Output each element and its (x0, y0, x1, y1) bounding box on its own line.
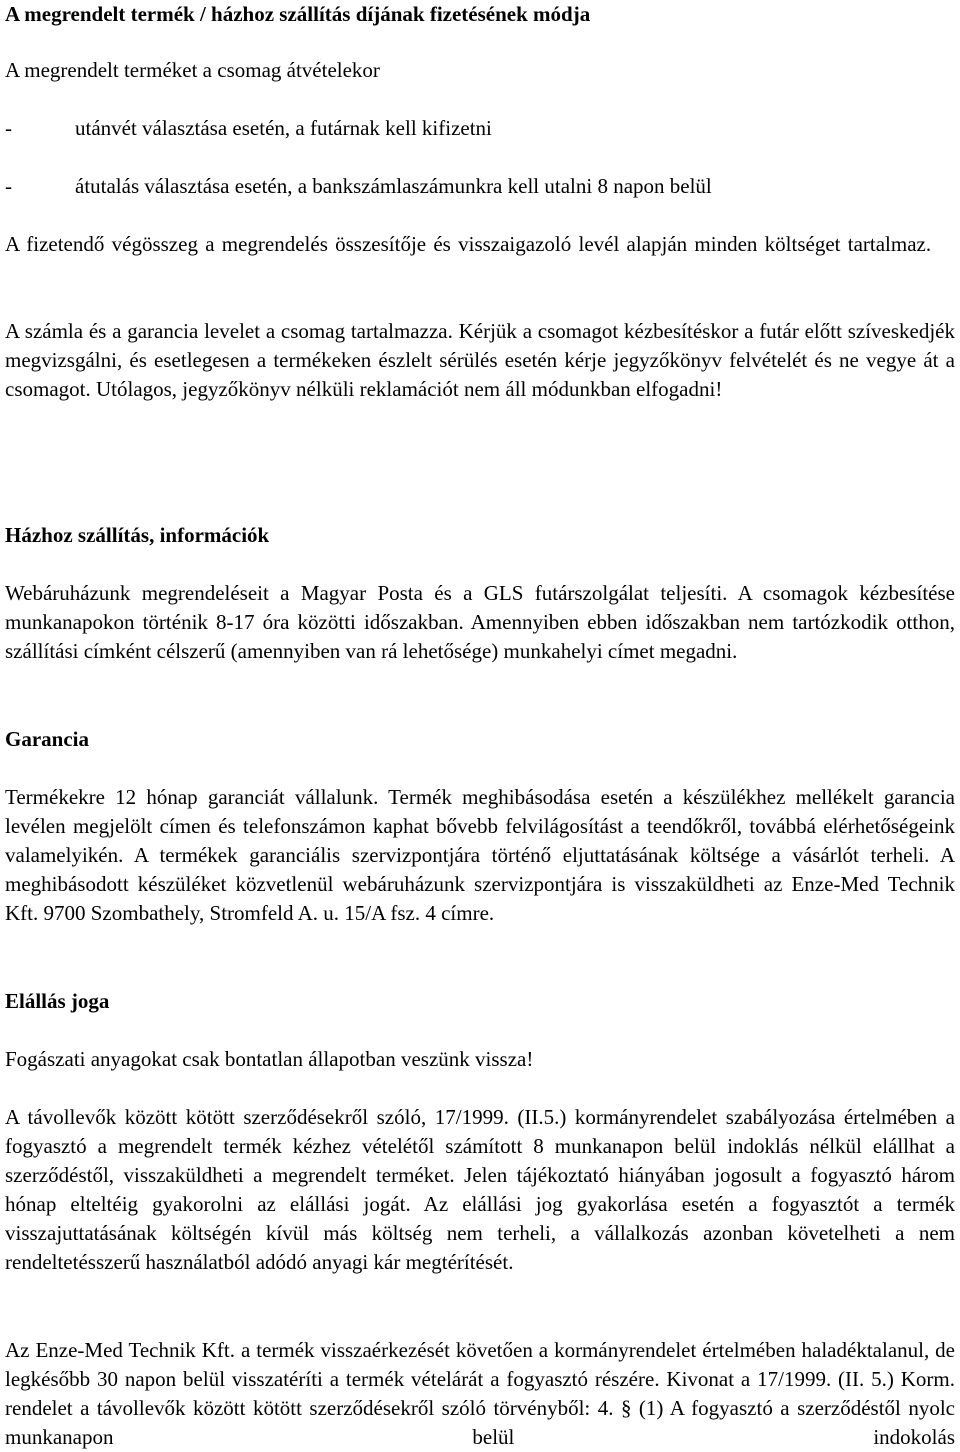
list-item (5, 172, 712, 201)
invoice-note (5, 317, 955, 404)
list-marker: - (5, 116, 12, 140)
list-marker: - (5, 174, 12, 198)
regulation-text: A távollevők között kötött szerződésekről szóló, 17/1999. (II.5.) kormányrendelet szabályozása értelmében a fogyasztó a megrendelt termék kézhez vételétől számított 8 munkanapon belül indoklás nélkül elállhat a szerződéstől, visszaküldheti a megrendelt terméket. Jelen tájékoztató hiányában jogosult a fogyasztó három hónap elteltéig gyakorolni az elállási jogát. Az elállási jog gyakorlása esetén a fogyasztót a termék visszajuttatásának költségén kívül más költség nem terheli, a vállalkozás azonban követelheti a nem rendeltetésszerű használatból adódó anyagi kár megtérítését. (5, 1105, 955, 1274)
warranty-paragraph (5, 783, 955, 928)
list-item-text: átutalás választása esetén, a bankszámlaszámunkra kell utalni 8 napon belül (75, 174, 712, 198)
total-note (5, 230, 955, 259)
refund-text: Az Enze-Med Technik Kft. a termék visszaérkezését követően a kormányrendelet értelmében haladéktalanul, de legkésőbb 30 napon belül visszatéríti a termék vételárát a fogyasztó részére. Kivonat a 17/1999. (II. 5.) Korm. rendelet a távollevők között kötött szerződésekről szóló törvényből: 4. § (1) A fogyasztó a szerződéstől nyolc munkanapon belül indokolás (5, 1338, 955, 1449)
refund-paragraph (5, 1336, 955, 1452)
dental-note: Fogászati anyagokat csak bontatlan állapotban veszünk vissza! (5, 1047, 534, 1071)
delivery-heading: Házhoz szállítás, információk (5, 523, 270, 547)
withdrawal-heading: Elállás joga (5, 989, 110, 1013)
total-note-text: A fizetendő végösszeg a megrendelés összesítője és visszaigazoló levél alapján minden költséget tartalmaz. (5, 232, 932, 256)
payment-heading: A megrendelt termék / házhoz szállítás díjának fizetésének módja (5, 2, 591, 26)
delivery-paragraph (5, 579, 955, 666)
list-item-text: utánvét választása esetén, a futárnak kell kifizetni (75, 116, 492, 140)
payment-intro: A megrendelt terméket a csomag átvételekor (5, 58, 380, 82)
delivery-text: Webáruházunk megrendeléseit a Magyar Posta és a GLS futárszolgálat teljesíti. A csomagok kézbesítése munkanapokon történik 8-17 óra közötti időszakban. Amennyiben ebben időszakban nem tartózkodik otthon, szállítási címként célszerű (amennyiben van rá lehetősége) munkahelyi címet megadni. (5, 581, 955, 663)
warranty-heading: Garancia (5, 727, 89, 751)
invoice-note-text: A számla és a garancia levelet a csomag tartalmazza. Kérjük a csomagot kézbesítéskor a futár előtt szíveskedjék megvizsgálni, és esetlegesen a termékeken észlelt sérülés esetén kérje jegyzőkönyv felvételét és ne vegye át a csomagot. Utólagos, jegyzőkönyv nélküli reklamációt nem áll módunkban elfogadni! (5, 319, 955, 401)
list-item (5, 114, 492, 143)
regulation-paragraph (5, 1103, 955, 1277)
warranty-text: Termékekre 12 hónap garanciát vállalunk. Termék meghibásodása esetén a készülékhez mellékelt garancia levélen megjelölt címen és telefonszámon kaphat bővebb felvilágosítást a teendőkről, továbbá elérhetőségeink valamelyikén. A termékek garanciális szervizpontjára történő eljuttatásának költsége a vásárlót terheli. A meghibásodott készüléket közvetlenül webáruházunk szervizpontjára is visszaküldheti az Enze-Med Technik Kft. 9700 Szombathely, Stromfeld A. u. 15/A fsz. 4 címre. (5, 785, 955, 925)
